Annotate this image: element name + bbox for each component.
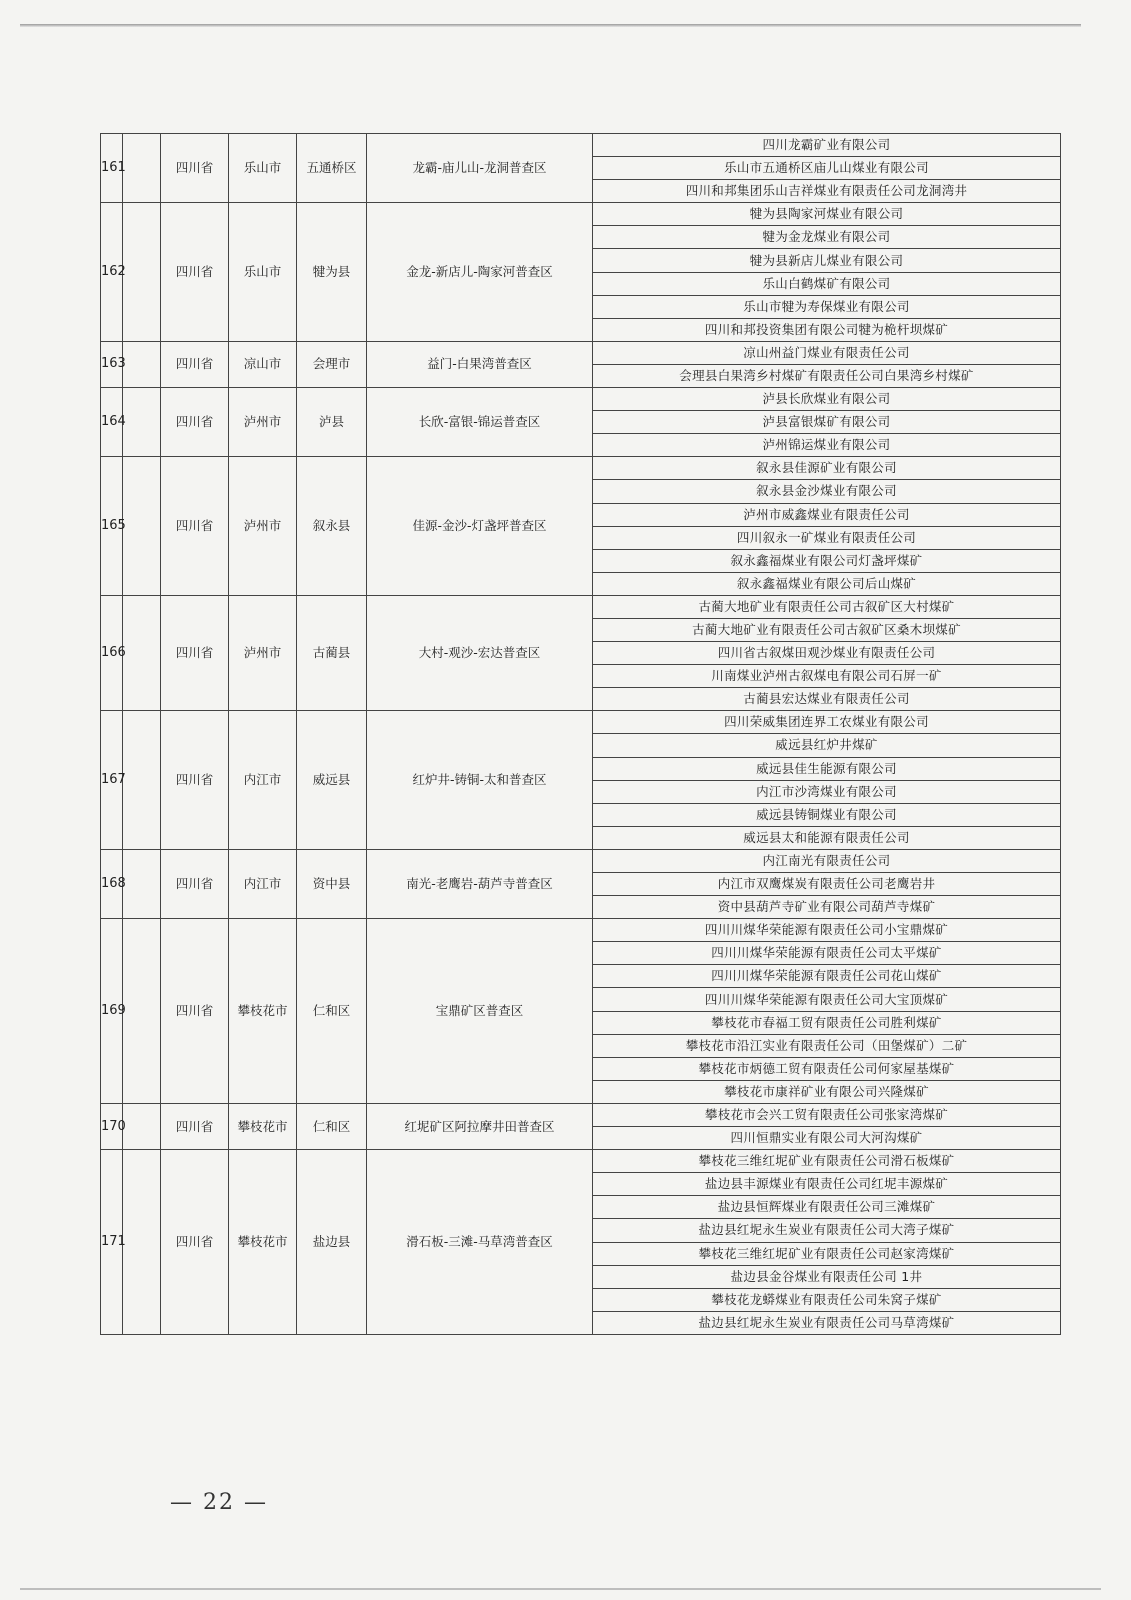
- company-cell: 犍为金龙煤业有限公司: [593, 226, 1061, 249]
- company-cell: 盐边县红坭永生炭业有限责任公司马草湾煤矿: [593, 1311, 1061, 1334]
- row-number: 169: [101, 919, 123, 1104]
- company-cell: 盐边县红坭永生炭业有限责任公司大湾子煤矿: [593, 1219, 1061, 1242]
- table-row: [101, 134, 1061, 157]
- company-cell: 威远县太和能源有限责任公司: [593, 826, 1061, 849]
- row-blank-cell: [123, 849, 161, 918]
- county-cell: 仁和区: [297, 919, 367, 1104]
- county-cell: 仁和区: [297, 1103, 367, 1149]
- row-number: 171: [101, 1150, 123, 1335]
- table-row: [101, 457, 1061, 480]
- survey-area-cell: 红坭矿区阿拉摩井田普查区: [367, 1103, 593, 1149]
- city-cell: 泸州市: [229, 388, 297, 457]
- company-cell: 四川叙永一矿煤业有限责任公司: [593, 526, 1061, 549]
- company-cell: 攀枝花市康祥矿业有限公司兴隆煤矿: [593, 1080, 1061, 1103]
- county-cell: 五通桥区: [297, 134, 367, 203]
- row-number: 168: [101, 849, 123, 918]
- company-cell: 四川川煤华荣能源有限责任公司小宝鼎煤矿: [593, 919, 1061, 942]
- company-cell: 攀枝花市会兴工贸有限责任公司张家湾煤矿: [593, 1103, 1061, 1126]
- city-cell: 凉山市: [229, 341, 297, 387]
- company-cell: 四川川煤华荣能源有限责任公司大宝顶煤矿: [593, 988, 1061, 1011]
- company-cell: 攀枝花龙蟒煤业有限责任公司朱窝子煤矿: [593, 1288, 1061, 1311]
- company-cell: 乐山市五通桥区庙儿山煤业有限公司: [593, 157, 1061, 180]
- row-number: 167: [101, 711, 123, 850]
- row-blank-cell: [123, 1150, 161, 1335]
- province-cell: 四川省: [161, 849, 229, 918]
- county-cell: 会理市: [297, 341, 367, 387]
- company-cell: 泸州锦运煤业有限公司: [593, 434, 1061, 457]
- city-cell: 攀枝花市: [229, 1103, 297, 1149]
- row-number: 165: [101, 457, 123, 596]
- row-blank-cell: [123, 919, 161, 1104]
- county-cell: 古蔺县: [297, 595, 367, 710]
- county-cell: 资中县: [297, 849, 367, 918]
- survey-area-cell: 大村-观沙-宏达普查区: [367, 595, 593, 710]
- row-blank-cell: [123, 203, 161, 342]
- survey-area-cell: 滑石板-三滩-马草湾普查区: [367, 1150, 593, 1335]
- company-cell: 攀枝花市沿江实业有限责任公司（田堡煤矿）二矿: [593, 1034, 1061, 1057]
- company-cell: 叙永县金沙煤业有限公司: [593, 480, 1061, 503]
- company-cell: 叙永县佳源矿业有限公司: [593, 457, 1061, 480]
- company-cell: 乐山白鹤煤矿有限公司: [593, 272, 1061, 295]
- table-row: [101, 919, 1061, 942]
- table-row: [101, 1103, 1061, 1126]
- row-blank-cell: [123, 711, 161, 850]
- scan-top-edge: [20, 24, 1081, 27]
- scan-bottom-edge: [20, 1588, 1101, 1590]
- province-cell: 四川省: [161, 457, 229, 596]
- table-row: [101, 711, 1061, 734]
- city-cell: 内江市: [229, 711, 297, 850]
- county-cell: 犍为县: [297, 203, 367, 342]
- row-blank-cell: [123, 595, 161, 710]
- company-cell: 泸县富银煤矿有限公司: [593, 411, 1061, 434]
- company-cell: 内江市沙湾煤业有限公司: [593, 780, 1061, 803]
- table-body: [101, 134, 1061, 1335]
- table-row: [101, 203, 1061, 226]
- company-cell: 威远县佳生能源有限公司: [593, 757, 1061, 780]
- company-cell: 攀枝花三维红坭矿业有限责任公司赵家湾煤矿: [593, 1242, 1061, 1265]
- company-cell: 四川省古叙煤田观沙煤业有限责任公司: [593, 642, 1061, 665]
- table-row: [101, 341, 1061, 364]
- company-cell: 盐边县丰源煤业有限责任公司红坭丰源煤矿: [593, 1173, 1061, 1196]
- company-cell: 泸县长欣煤业有限公司: [593, 388, 1061, 411]
- table-row: [101, 1150, 1061, 1173]
- row-blank-cell: [123, 341, 161, 387]
- company-cell: 攀枝花市炳德工贸有限责任公司何家屋基煤矿: [593, 1057, 1061, 1080]
- company-cell: 古蔺县宏达煤业有限责任公司: [593, 688, 1061, 711]
- company-cell: 叙永鑫福煤业有限公司后山煤矿: [593, 572, 1061, 595]
- province-cell: 四川省: [161, 919, 229, 1104]
- row-number: 163: [101, 341, 123, 387]
- survey-area-cell: 宝鼎矿区普查区: [367, 919, 593, 1104]
- company-cell: 四川龙霸矿业有限公司: [593, 134, 1061, 157]
- province-cell: 四川省: [161, 1103, 229, 1149]
- company-cell: 会理县白果湾乡村煤矿有限责任公司白果湾乡村煤矿: [593, 364, 1061, 387]
- survey-area-cell: 金龙-新店儿-陶家河普查区: [367, 203, 593, 342]
- company-cell: 威远县红炉井煤矿: [593, 734, 1061, 757]
- company-cell: 盐边县金谷煤业有限责任公司 1井: [593, 1265, 1061, 1288]
- province-cell: 四川省: [161, 134, 229, 203]
- company-cell: 四川川煤华荣能源有限责任公司花山煤矿: [593, 965, 1061, 988]
- row-blank-cell: [123, 388, 161, 457]
- row-number: 166: [101, 595, 123, 710]
- county-cell: 泸县: [297, 388, 367, 457]
- company-cell: 四川和邦集团乐山吉祥煤业有限责任公司龙洞湾井: [593, 180, 1061, 203]
- county-cell: 威远县: [297, 711, 367, 850]
- page-number: — 22 —: [170, 1490, 268, 1515]
- province-cell: 四川省: [161, 1150, 229, 1335]
- company-cell: 威远县铸铜煤业有限公司: [593, 803, 1061, 826]
- row-number: 170: [101, 1103, 123, 1149]
- company-cell: 乐山市犍为寿保煤业有限公司: [593, 295, 1061, 318]
- row-blank-cell: [123, 1103, 161, 1149]
- row-number: 162: [101, 203, 123, 342]
- city-cell: 攀枝花市: [229, 1150, 297, 1335]
- table-row: [101, 849, 1061, 872]
- row-number: 161: [101, 134, 123, 203]
- company-cell: 泸州市威鑫煤业有限责任公司: [593, 503, 1061, 526]
- company-cell: 古蔺大地矿业有限责任公司古叙矿区大村煤矿: [593, 595, 1061, 618]
- province-cell: 四川省: [161, 388, 229, 457]
- company-cell: 叙永鑫福煤业有限公司灯盏坪煤矿: [593, 549, 1061, 572]
- company-cell: 四川川煤华荣能源有限责任公司太平煤矿: [593, 942, 1061, 965]
- company-cell: 资中县葫芦寺矿业有限公司葫芦寺煤矿: [593, 896, 1061, 919]
- row-number: 164: [101, 388, 123, 457]
- row-blank-cell: [123, 457, 161, 596]
- row-blank-cell: [123, 134, 161, 203]
- survey-area-cell: 南光-老鹰岩-葫芦寺普查区: [367, 849, 593, 918]
- city-cell: 泸州市: [229, 457, 297, 596]
- survey-area-cell: 龙霸-庙儿山-龙洞普查区: [367, 134, 593, 203]
- city-cell: 泸州市: [229, 595, 297, 710]
- table-row: [101, 388, 1061, 411]
- survey-area-cell: 红炉井-铸铜-太和普查区: [367, 711, 593, 850]
- company-cell: 犍为县陶家河煤业有限公司: [593, 203, 1061, 226]
- city-cell: 乐山市: [229, 134, 297, 203]
- province-cell: 四川省: [161, 203, 229, 342]
- company-cell: 内江南光有限责任公司: [593, 849, 1061, 872]
- survey-area-cell: 益门-白果湾普查区: [367, 341, 593, 387]
- company-cell: 古蔺大地矿业有限责任公司古叙矿区桑木坝煤矿: [593, 618, 1061, 641]
- mine-area-table: [100, 133, 1061, 1335]
- company-cell: 犍为县新店儿煤业有限公司: [593, 249, 1061, 272]
- table-row: [101, 595, 1061, 618]
- company-cell: 川南煤业泸州古叙煤电有限公司石屏一矿: [593, 665, 1061, 688]
- county-cell: 叙永县: [297, 457, 367, 596]
- province-cell: 四川省: [161, 341, 229, 387]
- city-cell: 乐山市: [229, 203, 297, 342]
- city-cell: 攀枝花市: [229, 919, 297, 1104]
- county-cell: 盐边县: [297, 1150, 367, 1335]
- company-cell: 攀枝花市春福工贸有限责任公司胜利煤矿: [593, 1011, 1061, 1034]
- survey-area-cell: 佳源-金沙-灯盏坪普查区: [367, 457, 593, 596]
- province-cell: 四川省: [161, 595, 229, 710]
- company-cell: 四川荣威集团连界工农煤业有限公司: [593, 711, 1061, 734]
- company-cell: 四川和邦投资集团有限公司犍为桅杆坝煤矿: [593, 318, 1061, 341]
- company-cell: 四川恒鼎实业有限公司大河沟煤矿: [593, 1127, 1061, 1150]
- company-cell: 内江市双鹰煤炭有限责任公司老鹰岩井: [593, 873, 1061, 896]
- company-cell: 攀枝花三维红坭矿业有限责任公司滑石板煤矿: [593, 1150, 1061, 1173]
- survey-area-cell: 长欣-富银-锦运普查区: [367, 388, 593, 457]
- company-cell: 盐边县恒辉煤业有限责任公司三滩煤矿: [593, 1196, 1061, 1219]
- province-cell: 四川省: [161, 711, 229, 850]
- city-cell: 内江市: [229, 849, 297, 918]
- company-cell: 凉山州益门煤业有限责任公司: [593, 341, 1061, 364]
